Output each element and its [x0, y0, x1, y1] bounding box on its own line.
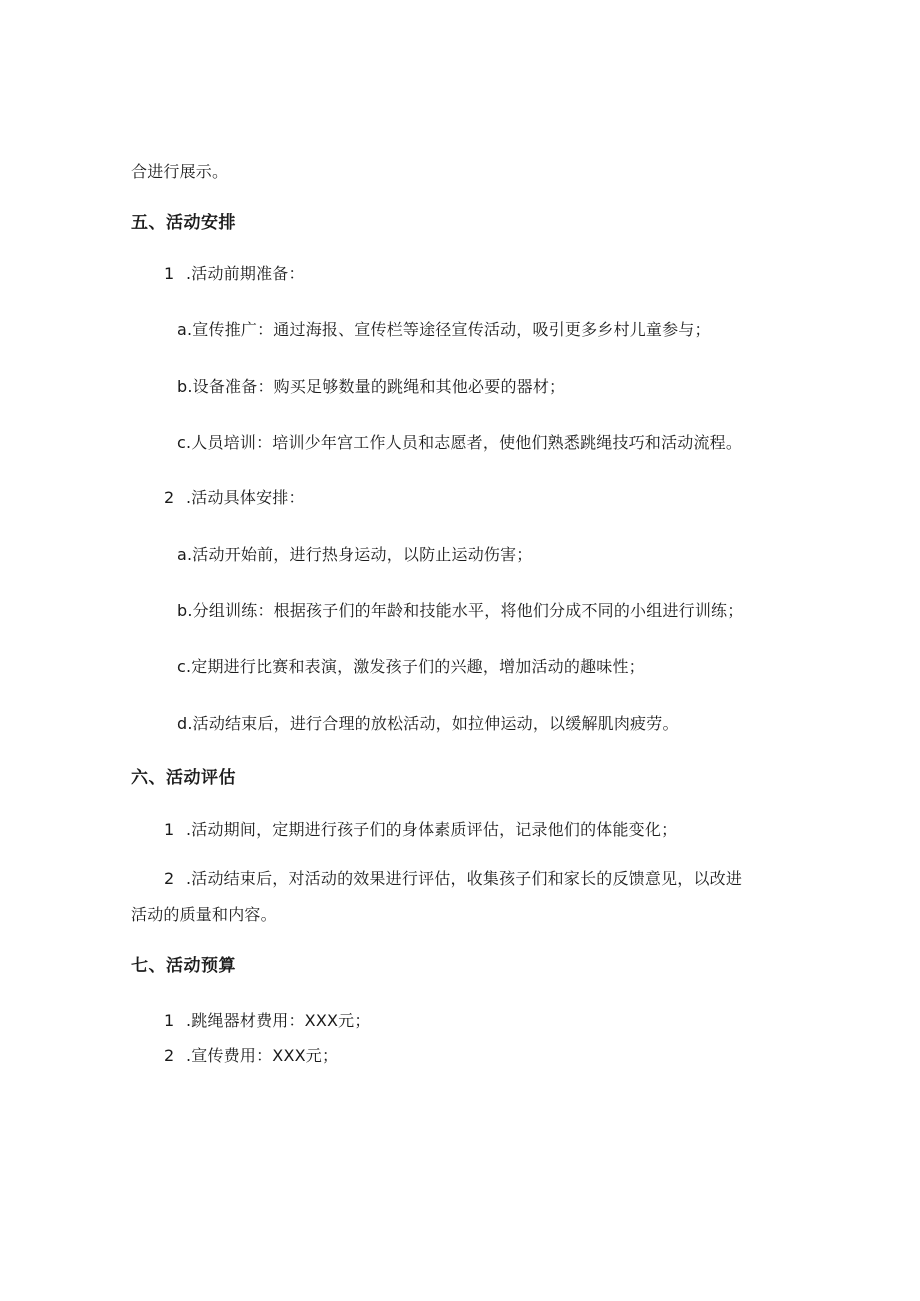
- section5-item2-sub-a: a.活动开始前，进行热身运动，以防止运动伤害；: [177, 545, 533, 564]
- item-number: 2: [164, 869, 175, 888]
- section5-item1-sub-a: a.宣传推广：通过海报、宣传栏等途径宣传活动，吸引更多乡村儿童参与；: [177, 320, 711, 339]
- item-number: 1: [164, 264, 175, 283]
- section7-item2: [164, 1046, 338, 1066]
- item-text: .活动结束后，对活动的效果进行评估，收集孩子们和家长的反馈意见，以改进: [186, 869, 743, 888]
- intro-tail-text: 合进行展示。: [131, 162, 229, 181]
- section6-item1: [164, 820, 677, 840]
- section5-item1: [164, 264, 305, 284]
- item-text: .活动具体安排：: [186, 488, 305, 507]
- item-number: 1: [164, 1011, 175, 1030]
- item-text: .活动前期准备：: [186, 264, 305, 283]
- item-text: .跳绳器材费用：XXX元；: [186, 1011, 371, 1030]
- item-text: .活动期间，定期进行孩子们的身体素质评估，记录他们的体能变化；: [186, 820, 678, 839]
- section5-item2-sub-c: c.定期进行比赛和表演，激发孩子们的兴趣，增加活动的趣味性；: [177, 657, 645, 676]
- item-number: 2: [164, 488, 175, 507]
- section5-item2-sub-d: d.活动结束后，进行合理的放松活动，如拉伸运动，以缓解肌肉疲劳。: [177, 714, 679, 733]
- section5-item1-sub-c: c.人员培训：培训少年宫工作人员和志愿者，使他们熟悉跳绳技巧和活动流程。: [177, 433, 743, 452]
- section5-item1-sub-b: b.设备准备：购买足够数量的跳绳和其他必要的器材；: [177, 377, 566, 396]
- section6-heading: 六、活动评估: [131, 768, 236, 788]
- section6-item2: [164, 869, 742, 889]
- item-number: 1: [164, 820, 175, 839]
- item-number: 2: [164, 1046, 175, 1065]
- section5-heading: 五、活动安排: [131, 213, 236, 233]
- section5-item2-sub-b: b.分组训练：根据孩子们的年龄和技能水平，将他们分成不同的小组进行训练；: [177, 601, 744, 620]
- section5-item2: [164, 488, 305, 508]
- section7-heading: 七、活动预算: [131, 956, 236, 976]
- section7-item1: [164, 1011, 371, 1031]
- item-text: .宣传费用：XXX元；: [186, 1046, 339, 1065]
- section6-item2-continuation: 活动的质量和内容。: [131, 905, 277, 924]
